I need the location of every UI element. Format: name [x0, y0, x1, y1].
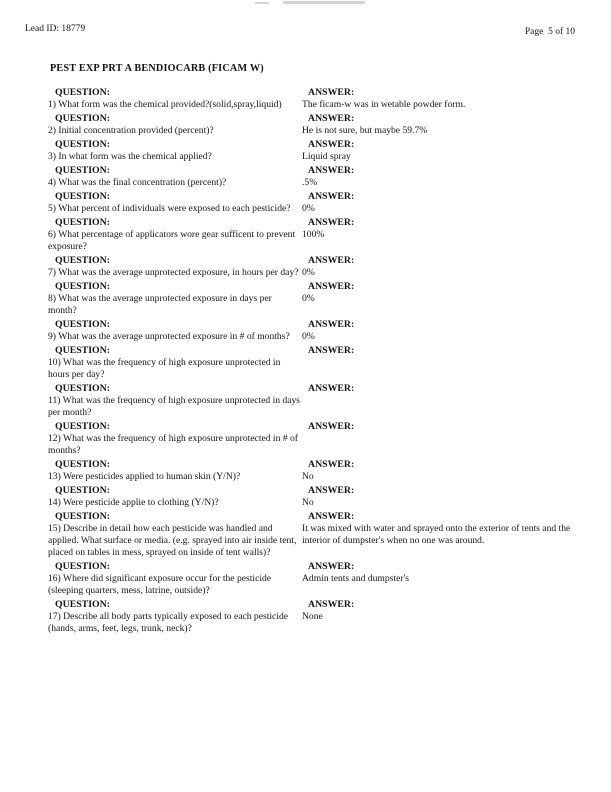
qa-row	[48, 485, 588, 509]
qa-row	[48, 255, 588, 279]
answer-text: He is not sure, but maybe 59.7%	[302, 125, 428, 136]
question-label: QUESTION:	[55, 345, 110, 356]
answer-label: ANSWER:	[308, 255, 355, 266]
question-label: QUESTION:	[55, 485, 110, 496]
question-label: QUESTION:	[55, 383, 110, 394]
answer-cell	[302, 345, 582, 381]
answer-label: ANSWER:	[308, 599, 355, 610]
answer-label: ANSWER:	[308, 191, 355, 202]
document-header	[25, 24, 575, 37]
answer-cell	[302, 217, 582, 253]
question-cell	[48, 281, 302, 317]
question-text: 16) Where did significant exposure occur for the pesticide (sleeping quarters, mess, latrine, outside)?	[48, 573, 272, 596]
answer-cell	[302, 319, 582, 343]
page-title: PEST EXP PRT A BENDIOCARB (FICAM W)	[50, 63, 264, 74]
question-text: 1) What form was the chemical provided?(solid,spray,liquid)	[48, 99, 282, 110]
question-label: QUESTION:	[55, 139, 110, 150]
question-text: 10) What was the frequency of high exposure unprotected in hours per day?	[48, 357, 281, 380]
qa-row	[48, 191, 588, 215]
scan-artifact	[255, 2, 269, 4]
page-number-label: Page 5 of 10	[524, 27, 575, 37]
answer-text: Admin tents and dumpster's	[302, 573, 409, 584]
question-cell	[48, 345, 302, 381]
lead-id-label: Lead ID: 18779	[25, 24, 86, 34]
qa-row	[48, 319, 588, 343]
answer-label: ANSWER:	[308, 87, 355, 98]
answer-text: 100%	[302, 229, 325, 240]
scan-artifact	[283, 1, 365, 4]
question-cell	[48, 191, 302, 215]
answer-cell	[302, 255, 582, 279]
qa-row	[48, 383, 588, 419]
answer-cell	[302, 113, 582, 137]
qa-row	[48, 281, 588, 317]
question-cell	[48, 459, 302, 483]
qa-list	[48, 87, 588, 635]
question-text: 5) What percent of individuals were exposed to each pesticide?	[48, 203, 291, 214]
answer-label: ANSWER:	[308, 511, 355, 522]
qa-row	[48, 113, 588, 137]
answer-cell	[302, 511, 582, 559]
qa-row	[48, 599, 588, 635]
question-text: 2) Initial concentration provided (percent)?	[48, 125, 214, 136]
question-label: QUESTION:	[55, 599, 110, 610]
answer-text: None	[302, 611, 323, 622]
qa-row	[48, 561, 588, 597]
answer-label: ANSWER:	[308, 319, 355, 330]
question-cell	[48, 87, 302, 111]
question-cell	[48, 319, 302, 343]
answer-cell	[302, 191, 582, 215]
answer-label: ANSWER:	[308, 345, 355, 356]
question-cell	[48, 139, 302, 163]
question-label: QUESTION:	[55, 561, 110, 572]
question-text: 4) What was the final concentration (percent)?	[48, 177, 227, 188]
qa-row	[48, 459, 588, 483]
answer-text: No	[302, 471, 314, 482]
question-cell	[48, 255, 302, 279]
answer-text: It was mixed with water and sprayed onto the exterior of tents and the interior of dumpster's when no one was around.	[302, 523, 571, 546]
question-label: QUESTION:	[55, 191, 110, 202]
document-body	[48, 63, 588, 637]
answer-label: ANSWER:	[308, 561, 355, 572]
question-label: QUESTION:	[55, 421, 110, 432]
question-label: QUESTION:	[55, 217, 110, 228]
answer-text: Liquid spray	[302, 151, 351, 162]
question-text: 13) Were pesticides applied to human skin (Y/N)?	[48, 471, 241, 482]
qa-row	[48, 165, 588, 189]
qa-row	[48, 87, 588, 111]
answer-cell	[302, 459, 582, 483]
question-text: 7) What was the average unprotected exposure, in hours per day?	[48, 267, 299, 278]
answer-cell	[302, 87, 582, 111]
question-label: QUESTION:	[55, 165, 110, 176]
answer-text: 0%	[302, 293, 315, 304]
question-text: 11) What was the frequency of high exposure unprotected in days per month?	[48, 395, 301, 418]
qa-row	[48, 217, 588, 253]
question-text: 17) Describe all body parts typically exposed to each pesticide (hands, arms, feet, legs, trunk, neck)?	[48, 611, 289, 634]
question-text: 6) What percentage of applicators wore gear sufficent to prevent exposure?	[48, 229, 296, 252]
answer-cell	[302, 165, 582, 189]
question-text: 9) What was the average unprotected exposure in # of months?	[48, 331, 290, 342]
question-label: QUESTION:	[55, 511, 110, 522]
question-cell	[48, 485, 302, 509]
answer-cell	[302, 139, 582, 163]
answer-label: ANSWER:	[308, 113, 355, 124]
answer-text: No	[302, 497, 314, 508]
answer-text: The ficam-w was in wetable powder form.	[302, 99, 466, 110]
qa-row	[48, 421, 588, 457]
answer-cell	[302, 281, 582, 317]
answer-label: ANSWER:	[308, 139, 355, 150]
question-text: 12) What was the frequency of high exposure unprotected in # of months?	[48, 433, 298, 456]
question-cell	[48, 561, 302, 597]
answer-label: ANSWER:	[308, 281, 355, 292]
question-label: QUESTION:	[55, 281, 110, 292]
question-cell	[48, 511, 302, 559]
answer-cell	[302, 599, 582, 635]
question-text: 14) Were pesticide applie to clothing (Y/N)?	[48, 497, 219, 508]
question-cell	[48, 217, 302, 253]
qa-row	[48, 139, 588, 163]
question-cell	[48, 113, 302, 137]
answer-text: 0%	[302, 267, 315, 278]
question-label: QUESTION:	[55, 319, 110, 330]
question-text: 8) What was the average unprotected exposure in days per month?	[48, 293, 272, 316]
question-cell	[48, 165, 302, 189]
question-label: QUESTION:	[55, 87, 110, 98]
answer-text: 0%	[302, 203, 315, 214]
question-text: 3) In what form was the chemical applied?	[48, 151, 212, 162]
answer-label: ANSWER:	[308, 165, 355, 176]
qa-row	[48, 511, 588, 559]
question-label: QUESTION:	[55, 459, 110, 470]
answer-cell	[302, 421, 582, 457]
question-cell	[48, 421, 302, 457]
answer-label: ANSWER:	[308, 421, 355, 432]
qa-row	[48, 345, 588, 381]
answer-label: ANSWER:	[308, 459, 355, 470]
question-cell	[48, 383, 302, 419]
answer-cell	[302, 485, 582, 509]
answer-cell	[302, 561, 582, 597]
answer-text: 0%	[302, 331, 315, 342]
answer-label: ANSWER:	[308, 383, 355, 394]
answer-label: ANSWER:	[308, 217, 355, 228]
question-label: QUESTION:	[55, 255, 110, 266]
answer-cell	[302, 383, 582, 419]
answer-label: ANSWER:	[308, 485, 355, 496]
question-label: QUESTION:	[55, 113, 110, 124]
answer-text: .5%	[302, 177, 318, 188]
question-cell	[48, 599, 302, 635]
question-text: 15) Describe in detail how each pesticide was handled and applied. What surface or media. (e.g. sprayed into air inside tent, placed on tables in mess, sprayed on inside of tent walls)?	[48, 523, 297, 558]
